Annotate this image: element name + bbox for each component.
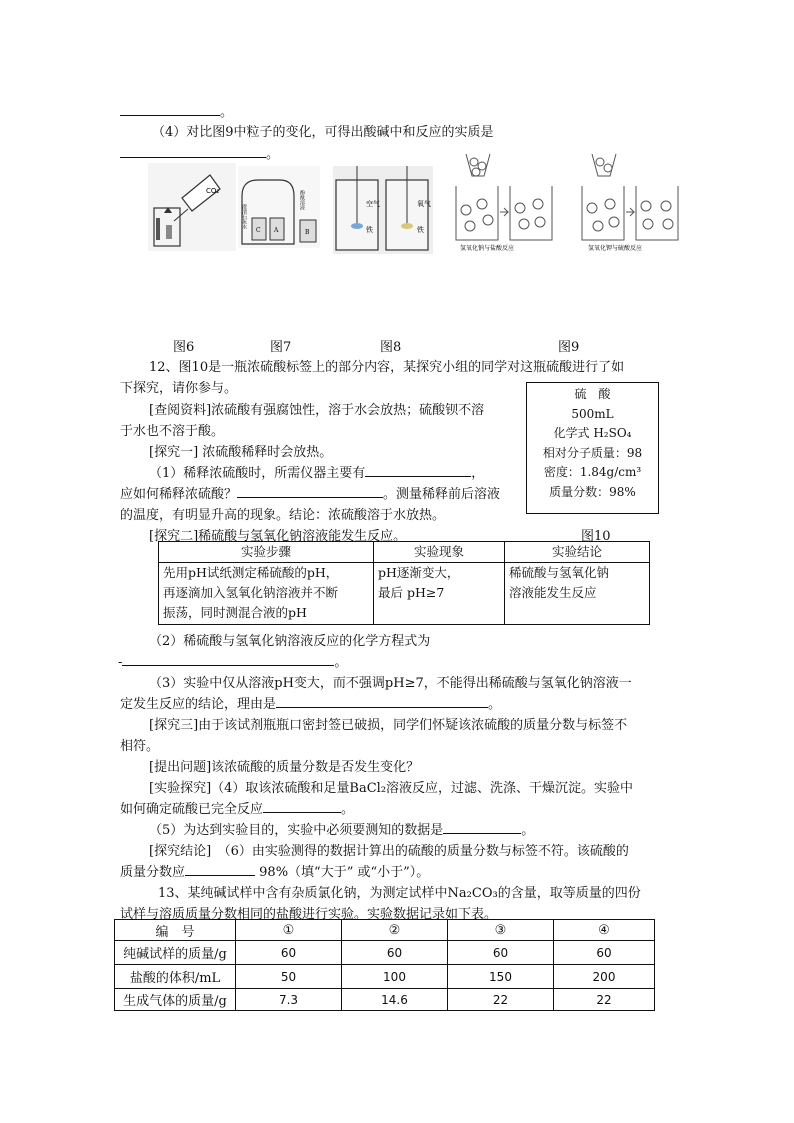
label-density: 密度：1.84g/cm³ bbox=[543, 465, 642, 479]
label-mw: 相对分子质量：98 bbox=[542, 445, 643, 460]
figure-6 bbox=[148, 163, 236, 251]
q12-line-2: 下探究，请你参与。 bbox=[120, 381, 238, 396]
fig-label-8: 图8 bbox=[380, 340, 402, 355]
q3-line-1: （3）实验中仅从溶液pH变大，而不强调pH≥7，不能得出稀硫酸与氢氧化钠溶液一 bbox=[149, 676, 632, 691]
header-step: 实验步骤 bbox=[159, 542, 374, 563]
q6-line-1: [探究结论] （6）由实验测得的数据计算出的硫酸的质量分数与标签不符。该硫酸的 bbox=[149, 844, 629, 859]
caption-koh-h2so4: 氢氧化钾与硫酸反应 bbox=[588, 245, 643, 252]
air-label: 空气 bbox=[366, 200, 380, 208]
header-number: 编 号 bbox=[115, 920, 236, 941]
data-table bbox=[114, 919, 655, 1011]
oxygen-label: 氧气 bbox=[417, 200, 431, 208]
label-fraction: 质量分数：98% bbox=[549, 484, 636, 499]
c-label: C bbox=[256, 227, 261, 234]
reference-line-1: [查阅资料]浓硫酸有强腐蚀性，溶于水会放热；硫酸钡不溶 bbox=[149, 403, 485, 418]
exploration-3-line-2: 相符。 bbox=[120, 739, 160, 754]
q4b-line-1: [实验探究]（4）取该浓硫酸和足量BaCl₂溶液反应，过滤、洗涤、干燥沉淀。实验中 bbox=[149, 781, 634, 796]
table-cell: 200 bbox=[554, 965, 655, 989]
a-label: A bbox=[274, 227, 279, 234]
figure-8 bbox=[333, 166, 433, 254]
q13-line-1: 13、某纯碱试样中含有杂质氯化钠，为测定试样中Na₂CO₃的含量，取等质量的四份 bbox=[158, 886, 641, 901]
fig-label-6: 图6 bbox=[173, 340, 195, 355]
blank[interactable] bbox=[263, 800, 341, 813]
q1-line-3: 的温度，有明显升高的现象。结论：浓硫酸溶于水放热。 bbox=[120, 508, 446, 523]
blank[interactable] bbox=[237, 485, 383, 498]
phenol-label: 酚酞溶液 bbox=[299, 190, 305, 210]
table-cell: 60 bbox=[554, 941, 655, 965]
header-phenomenon: 实验现象 bbox=[374, 542, 505, 563]
blank[interactable] bbox=[365, 464, 471, 477]
blank[interactable] bbox=[443, 821, 521, 834]
label-formula: 化学式 H₂SO₄ bbox=[553, 426, 632, 440]
header-col-2: ② bbox=[342, 920, 448, 941]
table-cell: 60 bbox=[236, 941, 342, 965]
blank[interactable] bbox=[276, 695, 488, 708]
question-4-answer: 。 bbox=[120, 143, 279, 162]
row-label: 生成气体的质量/g bbox=[115, 989, 236, 1011]
iron-label-1: 铁 bbox=[366, 226, 373, 234]
q1-line-1: （1）稀释浓硫酸时，所需仪器主要有 ， bbox=[149, 466, 485, 481]
caption-naoh-hcl: 氢氧化钠与盐酸反应 bbox=[460, 245, 515, 252]
acid-label-box bbox=[526, 382, 659, 514]
lime-water-label: 澄清石灰水 bbox=[241, 204, 247, 229]
fig-label-7: 图7 bbox=[270, 340, 292, 355]
row-label: 纯碱试样的质量/g bbox=[115, 941, 236, 965]
figure-9b bbox=[578, 152, 682, 254]
iron-label-2: 铁 bbox=[417, 226, 424, 234]
q12-line-1: 12、图10是一瓶浓硫酸标签上的部分内容，某探究小组的同学对这瓶硫酸进行了如 bbox=[149, 360, 625, 375]
blank[interactable] bbox=[120, 103, 220, 116]
experiment-table bbox=[158, 541, 650, 625]
q3-line-2: 定发生反应的结论，理由是 。 bbox=[120, 697, 502, 712]
row-label: 盐酸的体积/mL bbox=[115, 965, 236, 989]
fig-label-10: 图10 bbox=[581, 529, 611, 544]
header-conclusion: 实验结论 bbox=[505, 542, 650, 563]
q13-line-2: 试样与溶质质量分数相同的盐酸进行实验。实验数据记录如下表。 bbox=[120, 907, 498, 922]
table-cell: 100 bbox=[342, 965, 448, 989]
reference-line-2: 于水也不溶于酸。 bbox=[120, 424, 225, 439]
table-cell: 22 bbox=[554, 989, 655, 1011]
exploration-1: [探究一] 浓硫酸稀释时会放热。 bbox=[149, 445, 333, 460]
header-col-1: ① bbox=[236, 920, 342, 941]
figure-9a bbox=[452, 152, 554, 254]
q5-line: （5）为达到实验目的，实验中必须要测知的数据是 。 bbox=[149, 823, 535, 838]
table-cell: 50 bbox=[236, 965, 342, 989]
table-cell: 60 bbox=[342, 941, 448, 965]
problem-line: [提出问题]该浓硫酸的质量分数是否发生变化？ bbox=[149, 760, 420, 775]
blank[interactable] bbox=[122, 653, 334, 666]
label-volume: 500mL bbox=[571, 406, 614, 421]
blank[interactable] bbox=[120, 145, 266, 158]
blank[interactable] bbox=[185, 863, 255, 876]
table-cell: 22 bbox=[448, 989, 554, 1011]
b-label: B bbox=[305, 229, 310, 236]
exploration-2: [探究二]稀硫酸与氢氧化钠溶液能发生反应。 bbox=[149, 529, 407, 544]
q6-line-2: 质量分数应 98%（填“大于” 或“小于”）。 bbox=[120, 865, 430, 880]
label-name: 硫 酸 bbox=[574, 387, 611, 401]
header-col-3: ③ bbox=[448, 920, 554, 941]
q2-answer: - 。 bbox=[118, 655, 348, 670]
question-4: （4）对比图9中粒子的变化，可得出酸碱中和反应的实质是 bbox=[152, 125, 494, 140]
cell-step: 先用pH试纸测定稀硫酸的pH， 再逐滴加入氢氧化钠溶液并不断 振荡，同时测混合液的pH bbox=[159, 563, 374, 625]
table-cell: 150 bbox=[448, 965, 554, 989]
table-cell: 14.6 bbox=[342, 989, 448, 1011]
q2-line: （2）稀硫酸与氢氧化钠溶液反应的化学方程式为 bbox=[149, 634, 431, 649]
q4b-line-2: 如何确定硫酸已完全反应 。 bbox=[120, 802, 355, 817]
exploration-3-line-1: [探究三]由于该试剂瓶瓶口密封签已破损，同学们怀疑该浓硫酸的质量分数与标签不 bbox=[149, 718, 628, 733]
cell-conclusion: 稀硫酸与氢氧化钠 溶液能发生反应 bbox=[505, 563, 650, 625]
figure-7 bbox=[238, 166, 320, 248]
cell-phenomenon: pH逐渐变大， 最后 pH≥7 bbox=[374, 563, 505, 625]
table-cell: 60 bbox=[448, 941, 554, 965]
co2-label: CO₂ bbox=[206, 187, 220, 195]
answer-line-prev: 。 bbox=[120, 101, 233, 120]
table-cell: 7.3 bbox=[236, 989, 342, 1011]
header-col-4: ④ bbox=[554, 920, 655, 941]
q1-line-2: 应如何稀释浓硫酸？ 。测量稀释前后溶液 bbox=[120, 487, 501, 502]
fig-label-9: 图9 bbox=[558, 340, 580, 355]
